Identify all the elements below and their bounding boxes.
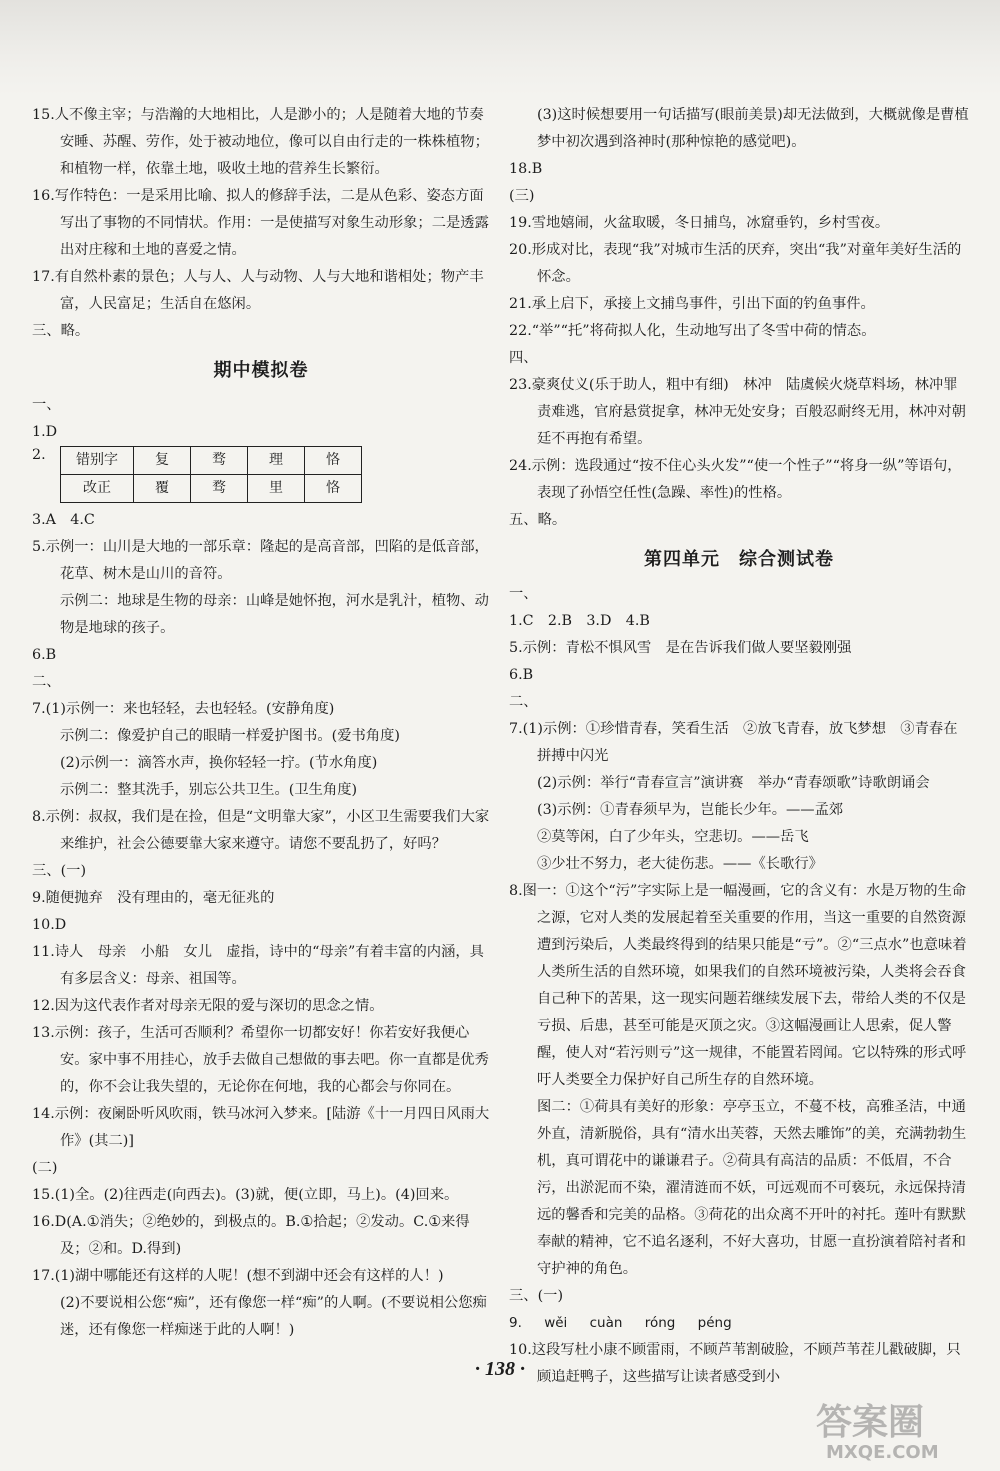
answer-20: 20.形成对比，表现“我”对城市生活的厌弃，突出“我”对童年美好生活的怀念。	[509, 242, 962, 285]
section-four: 四、	[509, 350, 538, 366]
table-cell: 复	[134, 447, 191, 475]
section-one: 一、	[509, 586, 538, 602]
answer-7-b: 示例二：像爱护自己的眼睛一样爱护图书。(爱书角度)	[60, 728, 400, 744]
table-cell: 里	[248, 475, 305, 503]
section-three-three: (三)	[509, 188, 535, 204]
answer-16b: 16.D(A.①消失；②绝妙的，到极点的。B.①拾起；②发动。C.①来得及；②和。D.得到)	[32, 1214, 470, 1257]
answer-9-pinyin	[509, 1310, 969, 1337]
table-cell: 恪	[305, 475, 362, 503]
answer-8: 8.示例：叔叔，我们是在捡，但是“文明靠大家”，小区卫生需要我们大家来维护，社会公德要靠大家来遵守。请您不要乱扔了，好吗？	[32, 809, 490, 852]
section-three: 三、略。	[32, 323, 90, 339]
answer-7-c: (3)示例：①青春须早为，岂能长少年。——孟郊	[537, 802, 844, 818]
answer-5: 5.示例：青松不惧风雪 是在告诉我们做人要坚毅刚强	[509, 640, 852, 656]
answer-3-4: 3.A 4.C	[32, 512, 95, 528]
section-one: 一、	[32, 397, 61, 413]
answer-7-a: 7.(1)示例一：来也轻轻，去也轻轻。(安静角度)	[32, 701, 335, 717]
section-two: 二、	[32, 674, 61, 690]
section-two: 二、	[509, 694, 538, 710]
answer-17: 17.有自然朴素的景色；人与人、人与动物、人与大地和谐相处；物产丰富，人民富足；生活自在悠闲。	[32, 269, 484, 312]
answer-7-a: 7.(1)示例：①珍惜青春，笑看生活 ②放飞青春，放飞梦想 ③青春在拼搏中闪光	[509, 721, 958, 764]
answer-15: 15.人不像主宰；与浩瀚的大地相比，人是渺小的；人是随着大地的节奏安睡、苏醒、劳作，处于被动地位，像可以自由行走的一株株植物；和植物一样，依靠土地，吸收土地的营养生长繁衍。	[32, 107, 489, 177]
answer-14: 14.示例：夜阑卧听风吹雨，铁马冰河入梦来。[陆游《十一月四日风雨大作》(其二)]	[32, 1106, 490, 1149]
pinyin-item: péng	[697, 1315, 732, 1331]
answer-23: 23.豪爽仗义(乐于助人，粗中有细) 林冲 陆虞候火烧草料场，林冲罪责难逃，官府悬赏捉拿，林冲无处安身；百般忍耐终无用，林冲对朝廷不再抱有希望。	[509, 377, 966, 447]
answer-6: 6.B	[509, 667, 534, 683]
watermark-url: MXQE.COM	[826, 1442, 939, 1463]
table-cell: 改正	[61, 475, 134, 503]
pinyin-item: cuàn	[589, 1315, 623, 1331]
watermark-logo	[812, 1392, 980, 1464]
table-cell: 覆	[134, 475, 191, 503]
table-cell: 错别字	[61, 447, 134, 475]
answer-1: 1.D	[32, 424, 58, 440]
answer-10: 10.D	[32, 917, 67, 933]
answer-7-e: ③少壮不努力，老大徒伤悲。——《长歌行》	[537, 856, 823, 872]
table-row	[61, 447, 362, 475]
section-three-two: (二)	[32, 1160, 58, 1176]
answer-18: 18.B	[509, 161, 543, 177]
answer-9-number: 9.	[509, 1315, 522, 1331]
answer-7-d: 示例二：整其洗手，别忘公共卫生。(卫生角度)	[60, 782, 358, 798]
answer-16: 16.写作特色：一是采用比喻、拟人的修辞手法，二是从色彩、姿态方面写出了事物的不同情状。作用：一是使描写对象生动形象；二是透露出对庄稼和土地的喜爱之情。	[32, 188, 489, 258]
section-heading-midterm: 期中模拟卷	[213, 360, 309, 381]
section-three-one: 三、(一)	[509, 1288, 564, 1304]
answer-5-b: 示例二：地球是生物的母亲：山峰是她怀抱，河水是乳汁，植物、动物是地球的孩子。	[60, 593, 489, 636]
answer-13: 13.示例：孩子，生活可否顺利？希望你一切都安好！你若安好我便心安。家中事不用挂心，放手去做自己想做的事去吧。你一直都是优秀的，你不会让我失望的，无论你在何地，我的心都会与你同在。	[32, 1025, 489, 1095]
answer-2	[32, 446, 490, 503]
answer-10: 10.这段写杜小康不顾雷雨，不顾芦苇割破脸，不顾芦苇茬儿戳破脚，只顾追赶鸭子，这些描写让读者感受到小	[509, 1342, 961, 1385]
answer-8-b: 图二：①荷具有美好的形象：亭亭玉立，不蔓不枝，高雅圣洁，中通外直，清新脱俗，具有“清水出芙蓉，天然去雕饰”的美，充满勃勃生机，真可谓花中的谦谦君子。②荷具有高洁的品质：不低眉，不合污，出淤泥而不染，濯清涟而不妖，可远观而不可亵玩，永远保持清远的馨香和完美的品格。③荷花的出众离不开叶的衬托。莲叶有默默奉献的精神，它不追名逐利，不好大喜功，甘愿一直扮演着陪衬者和守护神的角色。	[537, 1099, 967, 1277]
answer-8-a: 8.图一：①这个“污”字实际上是一幅漫画，它的含义有：水是万物的生命之源，它对人类的发展起着至关重要的作用，当这一重要的自然资源遭到污染后，人类最终得到的结果只能是“亏”。②“三点水”也意味着人类所生活的自然环境，如果我们的自然环境被污染，人类将会吞食自己种下的苦果，这一现实问题若继续发展下去，带给人类的不仅是亏损、后患，甚至可能是灭顶之灾。③这幅漫画让人思索，促人警醒，使人对“若污则亏”这一规律，不能置若罔闻。它以特殊的形式呼吁人类要全力保护好自己所生存的自然环境。	[509, 883, 967, 1088]
answer-22: 22.“举”“托”将荷拟人化，生动地写出了冬雪中荷的情态。	[509, 323, 876, 339]
page-number: · 138 ·	[475, 1358, 525, 1380]
answer-7-d: ②莫等闲，白了少年头，空悲切。——岳飞	[537, 829, 809, 845]
answer-11: 11.诗人 母亲 小船 女儿 虚指，诗中的“母亲”有着丰富的内涵，具有多层含义：母亲、祖国等。	[32, 944, 484, 987]
scan-top-shade	[0, 0, 1000, 95]
answer-24: 24.示例：选段通过“按不住心头火发”“使一个性子”“将身一纵”等语句，表现了孙悟空任性(急躁、率性)的性格。	[509, 458, 962, 501]
answer-12: 12.因为这代表作者对母亲无限的爱与深切的思念之情。	[32, 998, 384, 1014]
answer-9: 9.随便抛弃 没有理由的，毫无征兆的	[32, 890, 275, 906]
left-column	[32, 102, 490, 1344]
watermark-title: 答案圈	[816, 1402, 925, 1443]
table-cell: 骛	[191, 447, 248, 475]
answer-17b-1: 17.(1)湖中哪能还有这样的人呢！(想不到湖中还会有这样的人！)	[32, 1268, 444, 1284]
answer-1-4: 1.C 2.B 3.D 4.B	[509, 613, 650, 629]
pinyin-item: wěi	[544, 1315, 568, 1331]
answer-6: 6.B	[32, 647, 57, 663]
answer-19: 19.雪地嬉闹，火盆取暖，冬日捕鸟，冰窟垂钓，乡村雪夜。	[509, 215, 890, 231]
pinyin-item: róng	[644, 1315, 676, 1331]
answer-5-a: 5.示例一：山川是大地的一部乐章：隆起的是高音部，凹陷的是低音部，花草、树木是山川的音符。	[32, 539, 489, 582]
right-column	[509, 102, 969, 1391]
table-cell: 骛	[191, 475, 248, 503]
section-five: 五、略。	[509, 512, 567, 528]
answer-7-c: (2)示例一：滴答水声，换你轻轻一拧。(节水角度)	[60, 755, 378, 771]
answer-2-number: 2.	[32, 447, 46, 463]
typo-correction-table	[60, 446, 362, 503]
answer-7-b: (2)示例：举行“青春宣言”演讲赛 举办“青春颂歌”诗歌朗诵会	[537, 775, 930, 791]
answer-17c: (3)这时候想要用一句话描写(眼前美景)却无法做到，大概就像是曹植梦中初次遇到洛神时(那种惊艳的感觉吧)。	[537, 107, 969, 150]
section-heading-unit4: 第四单元 综合测试卷	[644, 549, 834, 570]
answer-17b-2: (2)不要说相公您“痴”，还有像您一样“痴”的人啊。(不要说相公您痴迷，还有像您一样痴迷于此的人啊！)	[60, 1295, 487, 1338]
table-cell: 恪	[305, 447, 362, 475]
answer-15b: 15.(1)全。(2)往西走(向西去)。(3)就，便(立即，马上)。(4)回来。	[32, 1187, 459, 1203]
table-cell: 理	[248, 447, 305, 475]
table-row	[61, 475, 362, 503]
section-three-one: 三、(一)	[32, 863, 87, 879]
answer-21: 21.承上启下，承接上文捕鸟事件，引出下面的钓鱼事件。	[509, 296, 875, 312]
